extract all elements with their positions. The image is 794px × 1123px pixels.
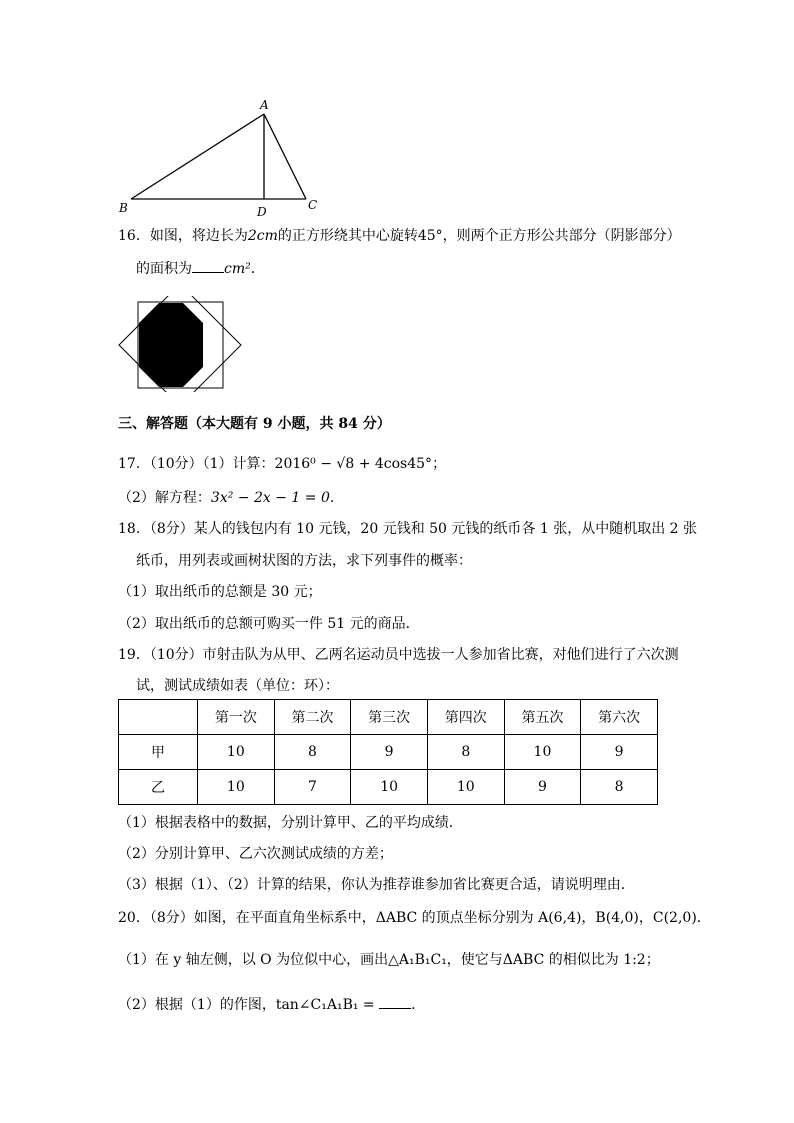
label-b: B	[119, 201, 128, 215]
q16-unit: cm²	[224, 261, 251, 277]
table-cell: 10	[198, 735, 275, 770]
q16-end: ．	[250, 261, 265, 277]
q19-line1: 19．（10分）市射击队为从甲、乙两名运动员中选拔一人参加省比赛，对他们进行了六次测	[118, 647, 679, 663]
table-header-cell: 第二次	[274, 700, 351, 735]
table-cell: 10	[427, 770, 504, 805]
q17-equation: 3x² − 2x − 1 = 0	[210, 490, 330, 506]
section-heading: 三、解答题（本大题有 9 小题，共 84 分）	[118, 416, 391, 432]
table-cell: 9	[504, 770, 581, 805]
q20-sub2	[118, 994, 425, 1015]
table-header-cell: 第三次	[351, 700, 428, 735]
q16-text-b: 的正方形绕其中心旋转45°，则两个正方形公共部分（阴影部分）	[277, 228, 681, 244]
q19-sub2: （2）分别计算甲、乙六次测试成绩的方差；	[118, 846, 393, 862]
q20-line1: 20．（8分）如图，在平面直角坐标系中，ΔABC 的顶点坐标分别为 A(6,4)，B(4,0)，C(2,0)．	[118, 910, 711, 926]
q18-line2: 纸币，用列表或画树状图的方法，求下列事件的概率：	[136, 553, 472, 569]
table-cell: 8	[581, 770, 658, 805]
q18-sub1: （1）取出纸币的总额是 30 元；	[118, 584, 322, 600]
triangle-figure	[110, 95, 330, 220]
table-cell: 8	[274, 735, 351, 770]
table-cell: 8	[427, 735, 504, 770]
q18-sub2: （2）取出纸币的总额可购买一件 51 元的商品．	[118, 616, 420, 632]
table-header-cell: 第四次	[427, 700, 504, 735]
rotated-squares-figure	[118, 296, 244, 392]
q20-answer-blank[interactable]	[379, 994, 411, 1009]
q17-part2	[118, 488, 344, 508]
label-d: D	[257, 205, 267, 219]
table-cell: 10	[504, 735, 581, 770]
table-row	[119, 770, 658, 805]
table-cell: 9	[351, 735, 428, 770]
q19-sub1: （1）根据表格中的数据，分别计算甲、乙的平均成绩．	[118, 815, 463, 831]
q17-expression: 2016⁰ − √8 + 4cos45°	[274, 456, 433, 472]
q17-part2-label: （2）解方程：	[118, 490, 211, 506]
q16-text-c: 的面积为	[136, 261, 192, 277]
q16-answer-blank[interactable]	[192, 258, 224, 273]
q19-line2: 试，测试成绩如表（单位：环）：	[136, 678, 339, 694]
q16-line1	[118, 226, 681, 246]
table-cell: 9	[581, 735, 658, 770]
table-header-cell: 第五次	[504, 700, 581, 735]
q17-end: ；	[432, 456, 447, 472]
table-cell: 乙	[119, 770, 198, 805]
q20-sub1: （1）在 y 轴左侧，以 O 为位似中心，画出△A₁B₁C₁，使它与ΔABC 的相似比为 1:2；	[118, 952, 660, 968]
table-cell: 10	[198, 770, 275, 805]
score-table	[118, 699, 658, 805]
q17-part2-end: ．	[329, 490, 344, 506]
q19-sub3: （3）根据（1）、（2）计算的结果，你认为推荐谁参加省比赛更合适，请说明理由．	[118, 877, 635, 893]
table-cell: 甲	[119, 735, 198, 770]
q17-part1	[118, 454, 446, 474]
q16-text-a: 16．如图，将边长为	[118, 228, 248, 244]
q17-label: 17．（10分）（1）计算：	[118, 456, 275, 472]
q16-side-value: 2cm	[247, 228, 278, 244]
table-header-cell	[119, 700, 198, 735]
label-c: C	[308, 198, 318, 212]
table-header-cell: 第六次	[581, 700, 658, 735]
q16-line2	[136, 258, 265, 279]
q18-line1: 18．（8分）某人的钱包内有 10 元钱，20 元钱和 50 元钱的纸币各 1 张，从中随机取出 2 张	[118, 521, 698, 537]
side-ab	[131, 114, 264, 199]
label-a: A	[260, 98, 269, 112]
table-header-row	[119, 700, 658, 735]
table-row	[119, 735, 658, 770]
table-cell: 10	[351, 770, 428, 805]
q20-sub2-end: ．	[411, 997, 426, 1013]
table-cell: 7	[274, 770, 351, 805]
side-ac	[264, 114, 306, 199]
table-header-cell: 第一次	[198, 700, 275, 735]
q20-sub2-text: （2）根据（1）的作图，tan∠C₁A₁B₁ =	[118, 997, 375, 1013]
